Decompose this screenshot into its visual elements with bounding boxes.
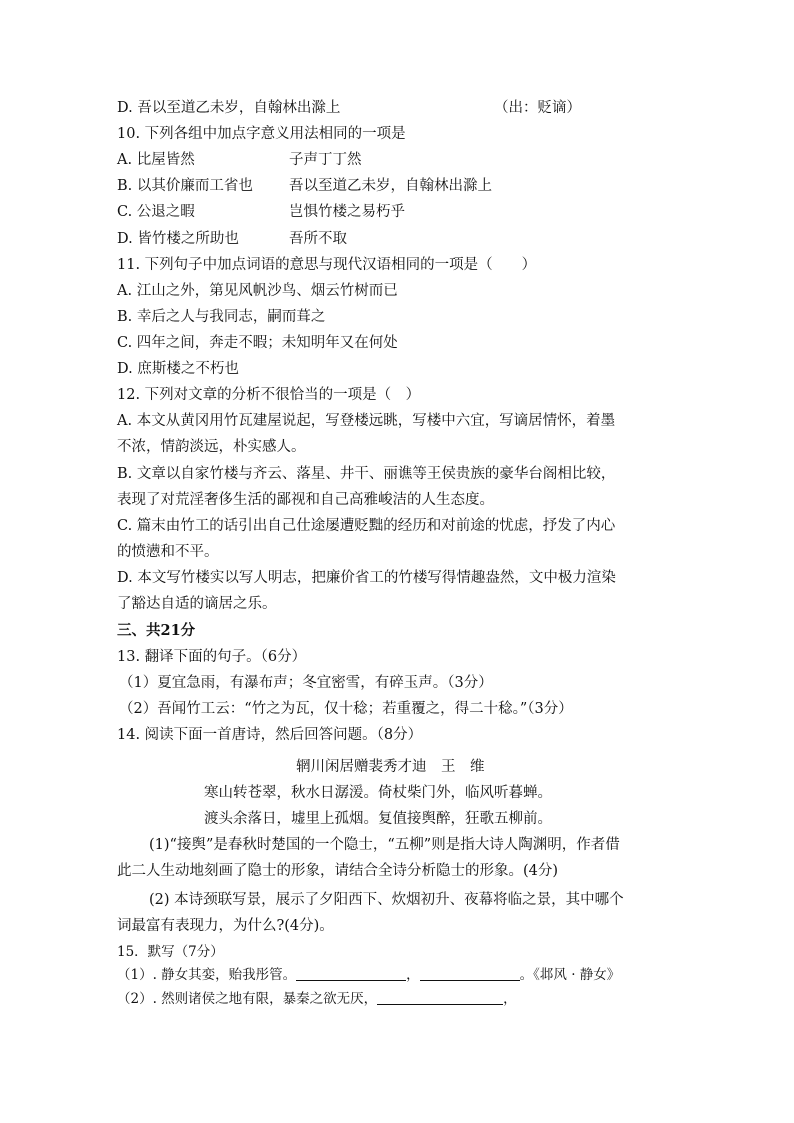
- q11-option-b: B. 幸后之人与我同志，嗣而葺之: [117, 309, 326, 325]
- q15-stem: 15．默写（7分）: [117, 944, 224, 960]
- poem-title: 辋川闲居赠裴秀才迪 王 维: [296, 759, 485, 775]
- q10-option-b-left: B. 以其价廉而工省也: [117, 178, 253, 194]
- q11-option-c: C. 四年之间，奔走不暇；未知明年又在何处: [117, 335, 398, 351]
- q11-stem: 11. 下列句子中加点词语的意思与现代汉语相同的一项是（ ）: [117, 257, 537, 273]
- q12-stem: 12. 下列对文章的分析不很恰当的一项是（ ）: [117, 387, 421, 403]
- q15-item-1-sep: ，: [406, 967, 420, 983]
- poem-line: 寒山转苍翠，秋水日潺湲。倚杖柴门外，临风听暮蝉。: [204, 785, 552, 801]
- q15-item-2: [117, 989, 517, 1009]
- q10-option-a-left: A. 比屋皆然: [117, 152, 195, 168]
- q12-line: 的愤懑和不平。: [117, 544, 219, 560]
- q10-option-d-left: D. 皆竹楼之所助也: [117, 231, 239, 247]
- answer-blank[interactable]: [296, 966, 406, 981]
- q15-item-1-suffix: 。《邶风 · 静女》: [519, 967, 621, 983]
- section-3-heading: 三、共21分: [117, 622, 196, 639]
- q12-line: 表现了对荒淫奢侈生活的鄙视和自己高雅峻洁的人生态度。: [117, 492, 494, 508]
- q10-stem: 10. 下列各组中加点字意义用法相同的一项是: [117, 126, 406, 142]
- q14-sub2-line: (2) 本诗颈联写景，展示了夕阳西下、炊烟初升、夜幕将临之景，其中哪个: [149, 892, 624, 908]
- q15-item-2-prefix: （2）. 然则诸侯之地有限，暴秦之欲无厌，: [117, 991, 378, 1007]
- q12-line: 不浓，情韵淡远，朴实感人。: [117, 439, 306, 455]
- q10-option-a: [117, 150, 195, 170]
- q15-item-2-suffix: ，: [503, 991, 517, 1007]
- q10-option-b-right: 吾以至道乙未岁，自翰林出滁上: [289, 178, 492, 194]
- q14-stem: 14. 阅读下面一首唐诗，然后回答问题。（8分）: [117, 727, 423, 743]
- q14-sub1-line: (1)“接舆”是春秋时楚国的一个隐士，“五柳”则是指大诗人陶渊明，作者借: [149, 837, 620, 853]
- q13-item-1: （1）夏宜急雨，有瀑布声；冬宜密雪，有碎玉声。（3分）: [119, 675, 493, 691]
- q12-line: B. 文章以自家竹楼与齐云、落星、井干、丽谯等王侯贵族的豪华台阁相比较，: [117, 466, 616, 482]
- q14-sub2-line: 词最富有表现力，为什么?(4分)。: [117, 918, 334, 934]
- answer-blank[interactable]: [377, 990, 503, 1005]
- q9-option-d: [117, 98, 340, 118]
- q10-option-a-right: 子声丁丁然: [289, 152, 362, 168]
- q13-item-2: （2）吾闻竹工云：“竹之为瓦，仅十稔；若重覆之，得二十稔。”（3分）: [119, 701, 573, 717]
- q13-stem: 13. 翻译下面的句子。（6分）: [117, 649, 307, 665]
- poem-line: 渡头余落日，墟里上孤烟。复值接舆醉，狂歌五柳前。: [204, 811, 552, 827]
- q10-option-b: [117, 176, 253, 196]
- q10-option-c: [117, 202, 195, 222]
- q10-option-c-left: C. 公退之暇: [117, 204, 195, 220]
- q11-option-d: D. 庶斯楼之不朽也: [117, 361, 239, 377]
- q10-option-c-right: 岂惧竹楼之易朽乎: [289, 204, 405, 220]
- q10-option-d-right: 吾所不取: [289, 231, 347, 247]
- answer-blank[interactable]: [420, 966, 520, 981]
- q10-option-d: [117, 229, 239, 249]
- q11-option-a: A. 江山之外，第见风帆沙鸟、烟云竹树而已: [117, 283, 398, 299]
- q9-option-d-text: D. 吾以至道乙未岁，自翰林出滁上: [117, 100, 341, 116]
- q9-option-d-note: （出：贬谪）: [494, 100, 581, 116]
- q15-item-1: [117, 965, 620, 985]
- q12-line: A. 本文从黄冈用竹瓦建屋说起，写登楼远眺，写楼中六宜，写谪居情怀，着墨: [117, 413, 616, 429]
- q12-line: D. 本文写竹楼实以写人明志，把廉价省工的竹楼写得情趣盎然，文中极力渲染: [117, 570, 616, 586]
- q12-line: 了豁达自适的谪居之乐。: [117, 596, 277, 612]
- q12-line: C. 篇末由竹工的话引出自己仕途屡遭贬黜的经历和对前途的忧虑，抒发了内心: [117, 518, 616, 534]
- q14-sub1-line: 此二人生动地刻画了隐士的形象，请结合全诗分析隐士的形象。(4分): [117, 863, 559, 879]
- q15-item-1-prefix: （1）. 静女其娈，贻我彤管。: [117, 967, 297, 983]
